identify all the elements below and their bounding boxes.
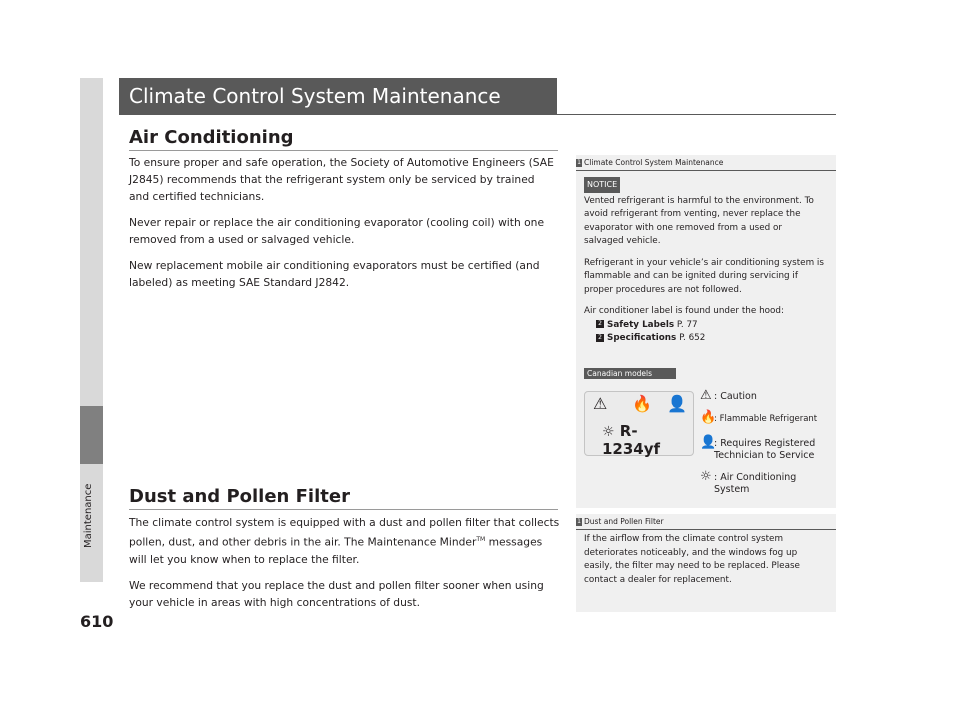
caution-icon: ⚠ (593, 394, 608, 413)
caution-icon: ⚠ (700, 388, 712, 403)
sun-icon: ☼ (602, 424, 615, 440)
technician-icon: 👤 (667, 394, 687, 413)
sidebar-rule (576, 170, 836, 171)
flame-icon: 🔥 (700, 410, 717, 425)
heading-rule (129, 150, 558, 151)
reference-arrow-icon: 2 (596, 334, 604, 342)
flame-icon: 🔥 (632, 394, 652, 413)
sidebar-rule (576, 529, 836, 530)
section-tab-marker (80, 406, 103, 464)
title-rule (557, 114, 836, 115)
filter-note-text: If the airflow from the climate control system deteriorates noticeably, and the windows fog up easily, the filter may need to be replaced. Please contact a dealer for replacement. (584, 534, 800, 585)
refrigerant-label-illustration (584, 391, 694, 456)
specifications-link[interactable]: 2 Specifications P. 652 (584, 332, 824, 346)
trademark: TM (476, 536, 486, 543)
sidebar-body (584, 177, 824, 346)
flammable-text: Refrigerant in your vehicle’s air conditioning system is flammable and can be ignited during servicing if proper procedures are not followed. (584, 257, 824, 295)
paragraph: To ensure proper and safe operation, the Society of Automotive Engineers (SAE J2845) recommends that the refrigerant system only be serviced by trained and certified technicians. (129, 156, 554, 203)
sidebar-heading: 1 Dust and Pollen Filter (577, 517, 664, 526)
page-number: 610 (80, 612, 114, 631)
sun-icon: ☼ (700, 469, 712, 484)
heading-rule (129, 509, 558, 510)
reference-arrow-icon: 2 (596, 320, 604, 328)
page-title: Climate Control System Maintenance (119, 78, 557, 115)
technician-icon: 👤 (700, 435, 717, 450)
dust-filter-heading: Dust and Pollen Filter (129, 486, 350, 507)
section-tab-label: Maintenance (83, 483, 94, 548)
notice-badge: NOTICE (584, 177, 620, 193)
safety-labels-link[interactable]: 2 Safety Labels P. 77 (584, 319, 824, 333)
paragraph: Never repair or replace the air conditioning evaporator (cooling coil) with one removed from a used or salvaged vehicle. (129, 216, 545, 246)
sidebar-heading: 1 Climate Control System Maintenance (577, 158, 724, 167)
dust-filter-body (129, 514, 561, 620)
notice-text: Vented refrigerant is harmful to the environment. To avoid refrigerant from venting, never replace the evaporator with one removed from a used or salvaged vehicle. (584, 195, 814, 246)
paragraph: New replacement mobile air conditioning evaporators must be certified (and labeled) as meeting SAE Standard J2842. (129, 259, 540, 289)
refrigerant-type: ☼ R-1234yf (602, 422, 661, 458)
label-location-text: Air conditioner label is found under the hood: (584, 306, 784, 316)
air-conditioning-body (129, 154, 557, 300)
air-conditioning-heading: Air Conditioning (129, 127, 294, 148)
paragraph: We recommend that you replace the dust and pollen filter sooner when using your vehicle in areas with high concentrations of dust. (129, 578, 544, 609)
canadian-models-badge: Canadian models (584, 368, 676, 379)
section-tab (80, 78, 103, 582)
paragraph: The climate control system is equipped with a dust and pollen filter that collects pollen, dust, and other debris in the air. The Maintenance Minder™ messages will let you know when to replace the filter. (129, 516, 560, 566)
note-marker: 1 (577, 518, 581, 525)
note-marker: 1 (577, 159, 581, 166)
